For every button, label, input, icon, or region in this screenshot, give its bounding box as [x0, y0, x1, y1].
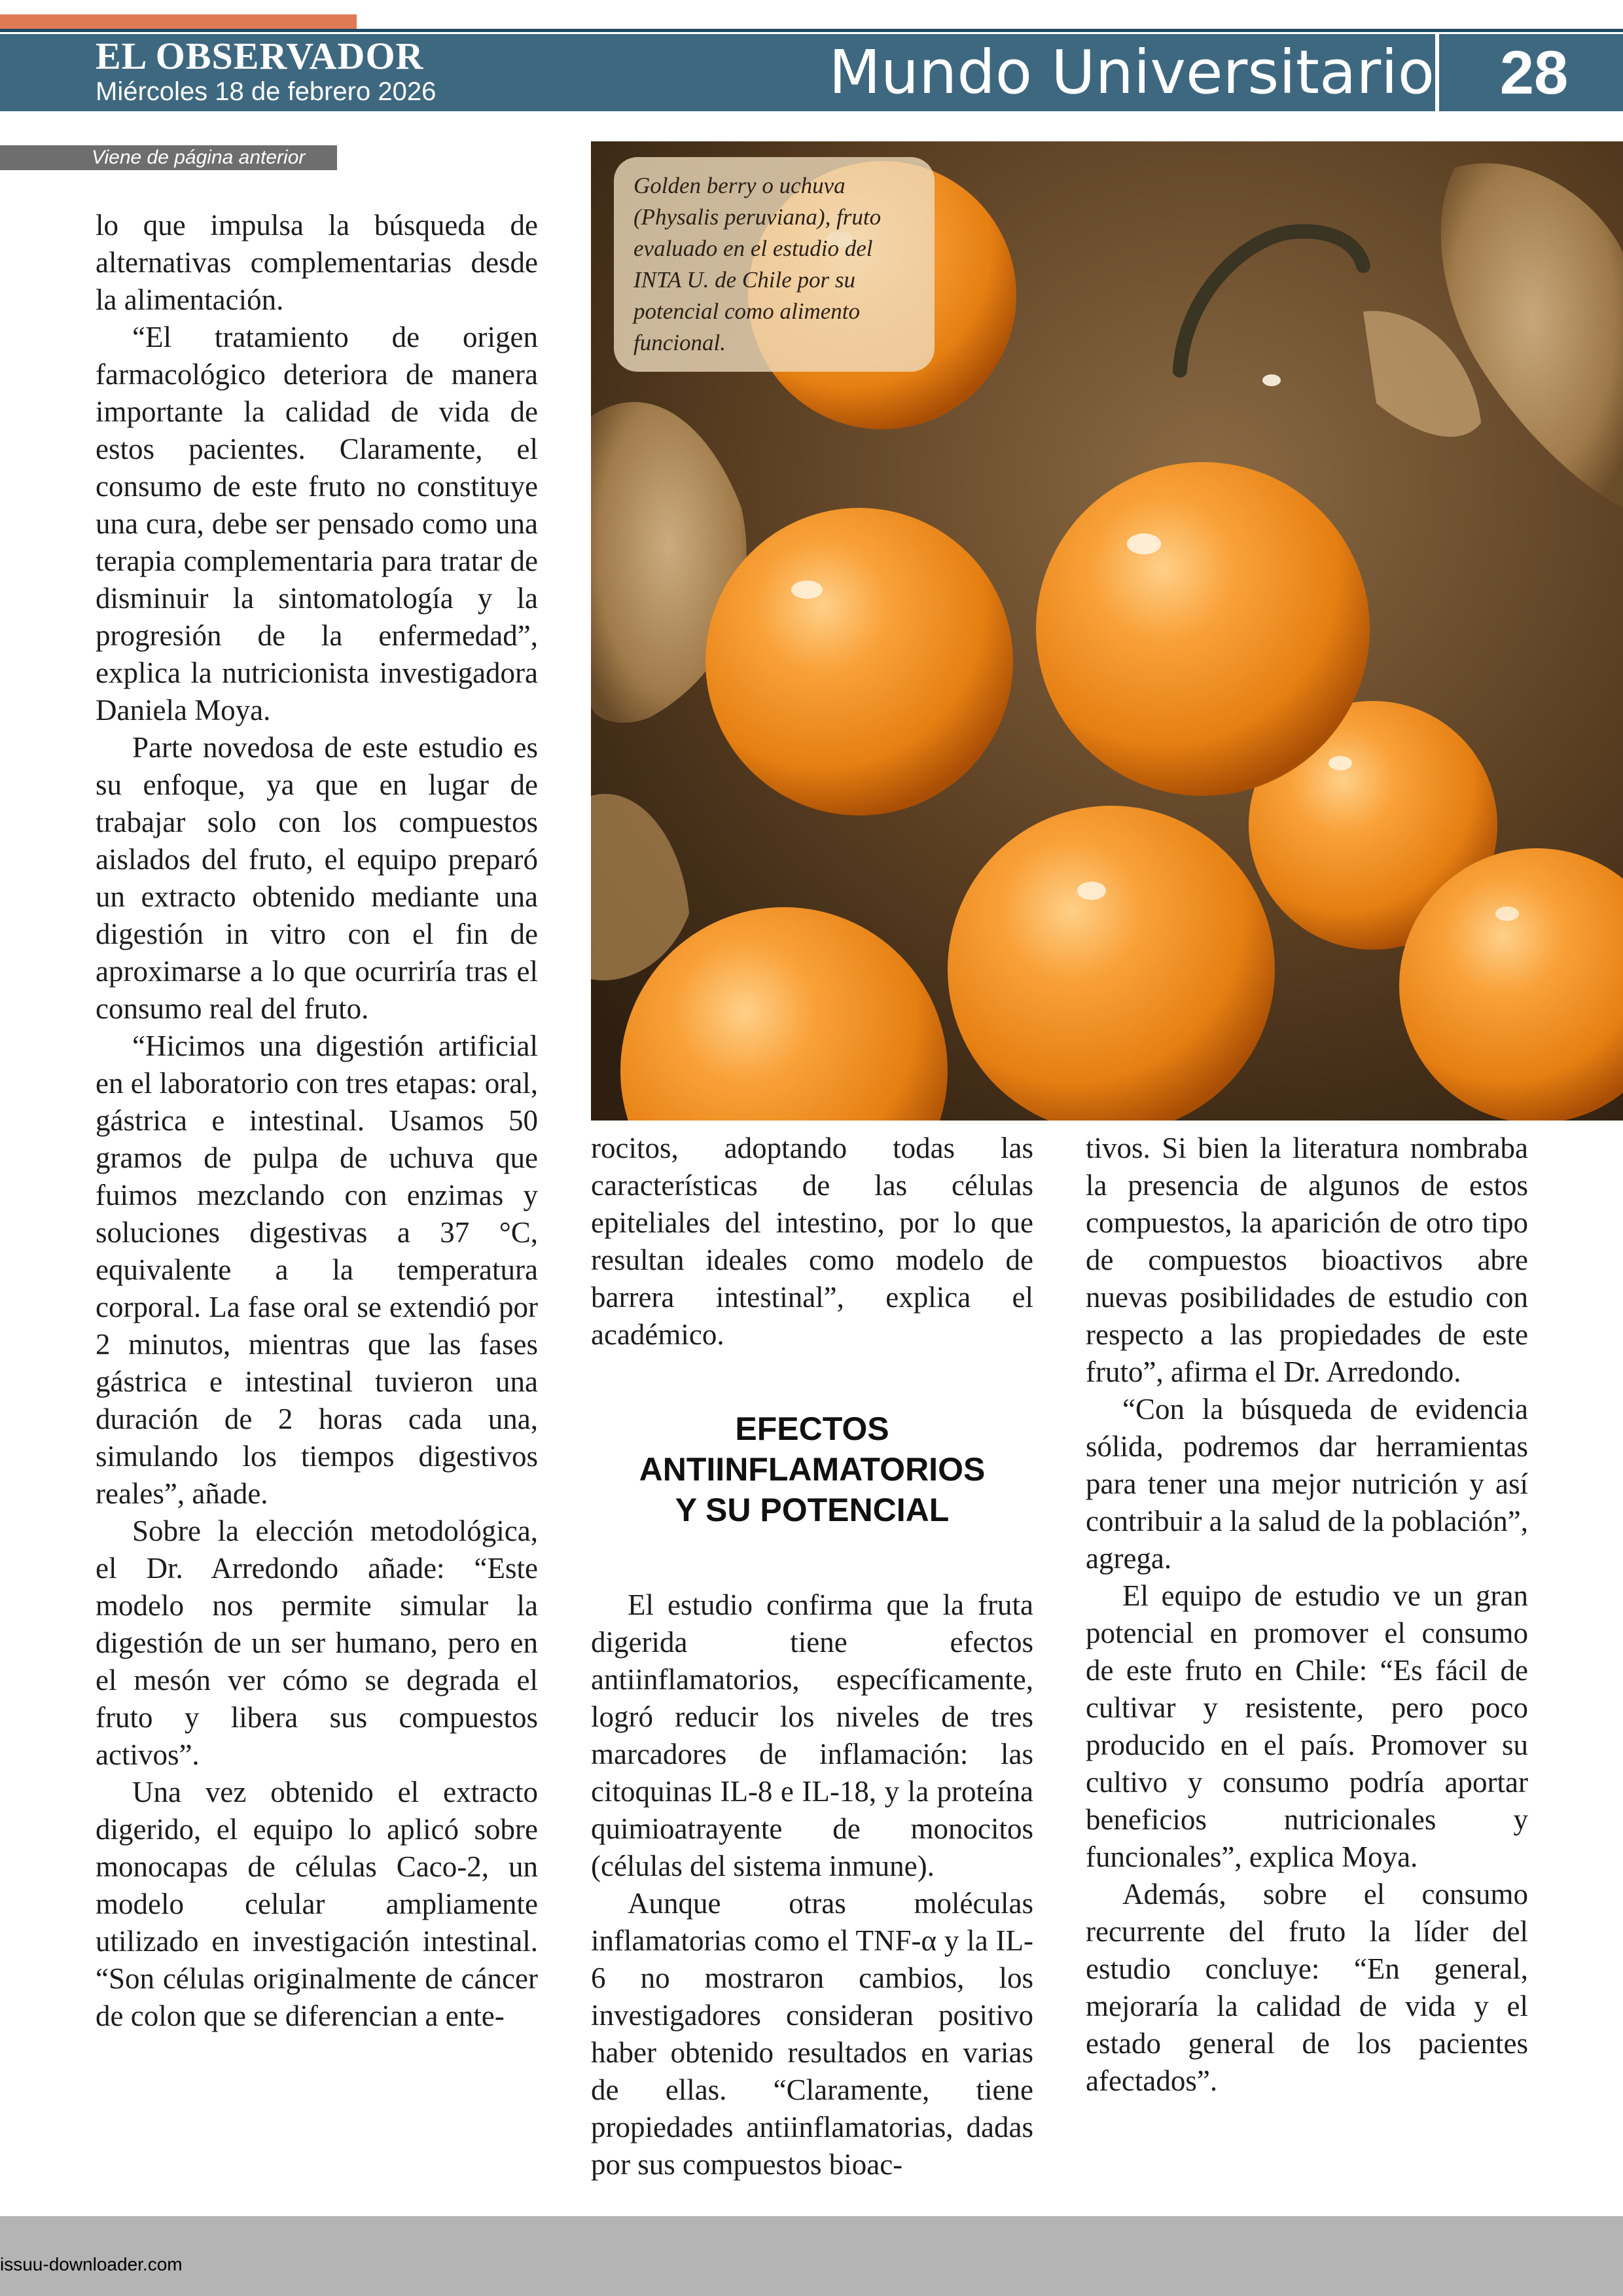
- footer-bar: [0, 2216, 1623, 2296]
- paragraph: lo que impulsa la búsqueda de alternativas complementarias desde la alimentación.: [96, 209, 538, 316]
- subheading-line: ANTIINFLAMATORIOS: [639, 1451, 986, 1488]
- page-number: 28: [1499, 38, 1569, 107]
- paragraph: Aunque otras moléculas inflamatorias como el TNF-α y la IL-6 no mostraron cambios, los investigadores consideran positivo haber obtenido resultados en varias de ellas. “Claramente, tiene propiedades antiinflamatorias, dadas por sus compuestos bioac-: [591, 1887, 1033, 2181]
- paragraph: El estudio confirma que la fruta digerida tiene efectos antiinflamatorios, específicamente, logró reducir los niveles de tres marcadores de inflamación: las citoquinas IL-8 e IL-18, y la proteína quimioatrayente de monocitos (células del sistema inmune).: [591, 1588, 1033, 1882]
- paragraph: “Con la búsqueda de evidencia sólida, podremos dar herramientas para tener una mejor nutrición y así contribuir a la salud de la población”, agrega.: [1086, 1393, 1529, 1575]
- issue-date: Miércoles 18 de febrero 2026: [96, 77, 437, 106]
- paragraph: El equipo de estudio ve un gran potencial en promover el consumo de este fruto en Chile: “Es fácil de cultivar y resistente, pero poco producido en el país. Promover su cultivo y consumo podría aportar beneficios nutricionales y funcionales”, explica Moya.: [1086, 1579, 1528, 1873]
- subheading: [591, 1408, 1033, 1530]
- header-top-rule: [0, 29, 1623, 32]
- header-accent-stripe: [0, 14, 357, 30]
- paragraph: rocitos, adoptando todas las características de las células epiteliales del intestino, por lo que resultan ideales como modelo de barrera intestinal”, explica el académico.: [591, 1132, 1033, 1351]
- paragraph: “Hicimos una digestión artificial en el laboratorio con tres etapas: oral, gástrica e intestinal. Usamos 50 gramos de pulpa de uchuva que fuimos mezclando con enzimas y soluciones digestivas a 37 °C, equivalente a la temperatura corporal. La fase oral se extendió por 2 minutos, mientras que las fases gástrica e intestinal tuvieron una duración de 2 horas cada una, simulando los tiempos digestivos reales”, añade.: [96, 1030, 538, 1510]
- subheading-line: EFECTOS: [735, 1410, 889, 1447]
- article-column-2: [591, 1130, 1033, 2183]
- subheading-line: Y SU POTENCIAL: [675, 1492, 950, 1528]
- newspaper-name: EL OBSERVADOR: [96, 35, 424, 77]
- article-column-3: [1086, 1130, 1528, 2100]
- footer-watermark: issuu-downloader.com: [0, 2254, 183, 2274]
- masthead: [96, 35, 436, 106]
- header-divider: [1435, 34, 1439, 111]
- paragraph: Además, sobre el consumo recurrente del fruto la líder del estudio concluye: “En general, mejoraría la calidad de vida y el estado general de los pacientes afectados”.: [1086, 1878, 1528, 2097]
- paragraph: “El tratamiento de origen farmacológico deteriora de manera importante la calidad de vida de estos pacientes. Claramente, el consumo de este fruto no constituye una cura, debe ser pensado como una terapia complementaria para tratar de disminuir la sintomatología y la progresión de la enfermedad”, explica la nutricionista investigadora Daniela Moya.: [96, 321, 538, 726]
- section-title: Mundo Universitario: [829, 37, 1435, 107]
- continued-label: Viene de página anterior: [0, 145, 337, 170]
- paragraph: Una vez obtenido el extracto digerido, el equipo lo aplicó sobre monocapas de células Caco-2, un modelo celular ampliamente utilizado en investigación intestinal. “Son células originalmente de cáncer de colon que se diferencian a ente-: [96, 1776, 538, 2032]
- photo-caption: Golden berry o uchuva (Physalis peruviana), fruto evaluado en el estudio del INTA U. de Chile por su potencial como alimento funcional.: [614, 157, 935, 372]
- paragraph: Parte novedosa de este estudio es su enfoque, ya que en lugar de trabajar solo con los compuestos aislados del fruto, el equipo preparó un extracto obtenido mediante una digestión in vitro con el fin de aproximarse a lo que ocurriría tras el consumo real del fruto.: [96, 731, 538, 1025]
- paragraph: tivos. Si bien la literatura nombraba la presencia de algunos de estos compuestos, la aparición de otro tipo de compuestos bioactivos abre nuevas posibilidades de estudio con respecto a las propiedades de este fruto”, afirma el Dr. Arredondo.: [1086, 1132, 1528, 1388]
- paragraph: Sobre la elección metodológica, el Dr. Arredondo añade: “Este modelo nos permite simular la digestión de un ser humano, pero en el mesón ver cómo se degrada el fruto y libera sus compuestos activos”.: [96, 1515, 538, 1771]
- article-column-1: [96, 207, 538, 2035]
